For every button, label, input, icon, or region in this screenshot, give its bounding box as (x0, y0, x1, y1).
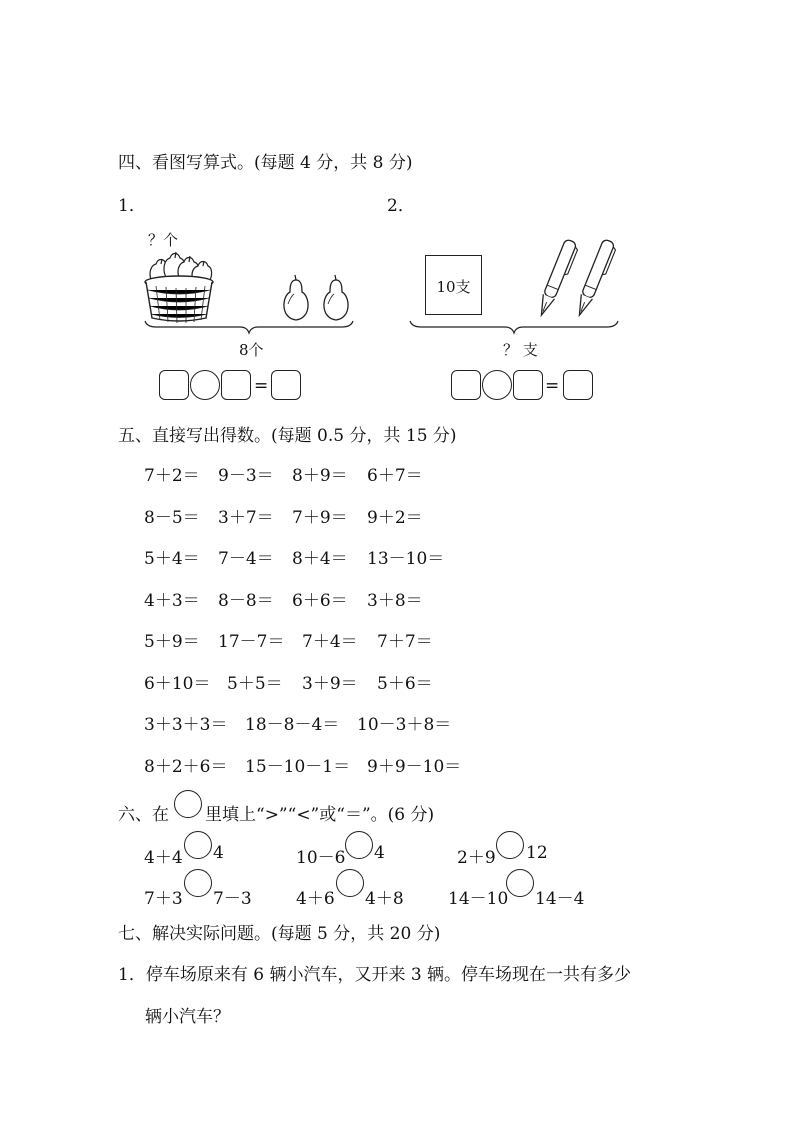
calc-item: 9＋9－10＝ (367, 757, 462, 777)
compare-circle[interactable] (345, 831, 373, 859)
compare-left: 4＋4 (144, 848, 183, 868)
q2-answer-box-3[interactable] (563, 370, 593, 400)
calc-item: 9＋2＝ (367, 508, 423, 528)
q1-question-label: ？个 (148, 231, 179, 249)
problem-1-line-2: 辆小汽车？ (145, 1007, 230, 1027)
compare-right: 12 (526, 843, 548, 863)
section5-title: 五、直接写出得数。(每题 0.5 分，共 15 分) (118, 426, 457, 446)
q1-operator-circle[interactable] (190, 370, 220, 400)
calc-item: 6＋10＝ (144, 674, 211, 694)
compare-right: 4 (213, 843, 224, 863)
calc-item: 5＋5＝ (227, 674, 283, 694)
q2-answer-box-2[interactable] (513, 370, 543, 400)
q1-answer-box-1[interactable] (159, 370, 189, 400)
calc-item: 5＋9＝ (144, 632, 200, 652)
q1-equals-sign: = (254, 376, 269, 396)
calc-item: 8＋9＝ (292, 466, 348, 486)
compare-right: 4 (374, 843, 385, 863)
calc-item: 17－7＝ (218, 632, 285, 652)
section7-title: 七、解决实际问题。(每题 5 分，共 20 分) (118, 924, 441, 944)
compare-right: 4＋8 (365, 889, 404, 909)
calc-item: 15－10－1＝ (245, 757, 351, 777)
q2-equals-sign: = (545, 376, 560, 396)
pen-box (425, 255, 482, 315)
compare-circle[interactable] (496, 831, 524, 859)
calc-item: 8＋2＋6＝ (144, 757, 228, 777)
compare-right: 14－4 (535, 889, 585, 909)
q2-operator-circle[interactable] (482, 370, 512, 400)
q1-answer-box-3[interactable] (271, 370, 301, 400)
q1-brace (144, 320, 354, 334)
section6-title-suffix: 里填上“>”“<”或“＝”。(6 分) (205, 805, 435, 825)
basket-of-pears-image (144, 244, 216, 324)
pen-icon (574, 234, 614, 324)
compare-left: 10－6 (296, 848, 346, 868)
calc-item: 7＋9＝ (292, 508, 348, 528)
calc-item: 7＋7＝ (377, 632, 433, 652)
compare-circle[interactable] (506, 869, 534, 897)
compare-circle[interactable] (184, 869, 212, 897)
calc-item: 9－3＝ (218, 466, 274, 486)
compare-left: 14－10 (448, 889, 509, 909)
calc-item: 7－4＝ (218, 549, 274, 569)
q2-brace (409, 320, 619, 334)
calc-item: 7＋2＝ (144, 466, 200, 486)
calc-item: 13－10＝ (367, 549, 445, 569)
compare-left: 4＋6 (296, 889, 335, 909)
compare-circle[interactable] (184, 831, 212, 859)
calc-item: 8－5＝ (144, 508, 200, 528)
calc-item: 6＋7＝ (367, 466, 423, 486)
pen-box-label: 10支 (436, 278, 471, 296)
pear-icon (318, 274, 354, 322)
problem-1-line-1: 1．停车场原来有 6 辆小汽车，又开来 3 辆。停车场现在一共有多少 (118, 965, 632, 985)
compare-right: 7－3 (213, 889, 252, 909)
calc-item: 6＋6＝ (292, 591, 348, 611)
calc-item: 5＋4＝ (144, 549, 200, 569)
calc-item: 3＋3＋3＝ (144, 715, 228, 735)
calc-item: 3＋7＝ (218, 508, 274, 528)
calc-item: 8＋4＝ (292, 549, 348, 569)
pear-icon (278, 274, 314, 322)
compare-left: 7＋3 (144, 889, 183, 909)
q2-question-label: ？ 支 (503, 341, 538, 359)
calc-item: 10－3＋8＝ (357, 715, 452, 735)
q1-total-label: 8个 (239, 341, 264, 359)
calc-item: 8－8＝ (218, 591, 274, 611)
calc-item: 3＋8＝ (367, 591, 423, 611)
section6-title-prefix: 六、在 (118, 805, 169, 825)
pen-icon (536, 234, 576, 324)
calc-item: 3＋9＝ (302, 674, 358, 694)
q2-number: 2． (387, 196, 415, 216)
compare-left: 2＋9 (457, 848, 496, 868)
title-circle-icon (174, 790, 202, 818)
q1-answer-box-2[interactable] (221, 370, 251, 400)
calc-item: 18－8－4＝ (245, 715, 340, 735)
section4-title: 四、看图写算式。(每题 4 分，共 8 分) (118, 153, 413, 173)
q2-answer-box-1[interactable] (451, 370, 481, 400)
calc-item: 4＋3＝ (144, 591, 200, 611)
q1-number: 1． (118, 196, 146, 216)
compare-circle[interactable] (336, 869, 364, 897)
calc-item: 5＋6＝ (377, 674, 433, 694)
calc-item: 7＋4＝ (302, 632, 358, 652)
